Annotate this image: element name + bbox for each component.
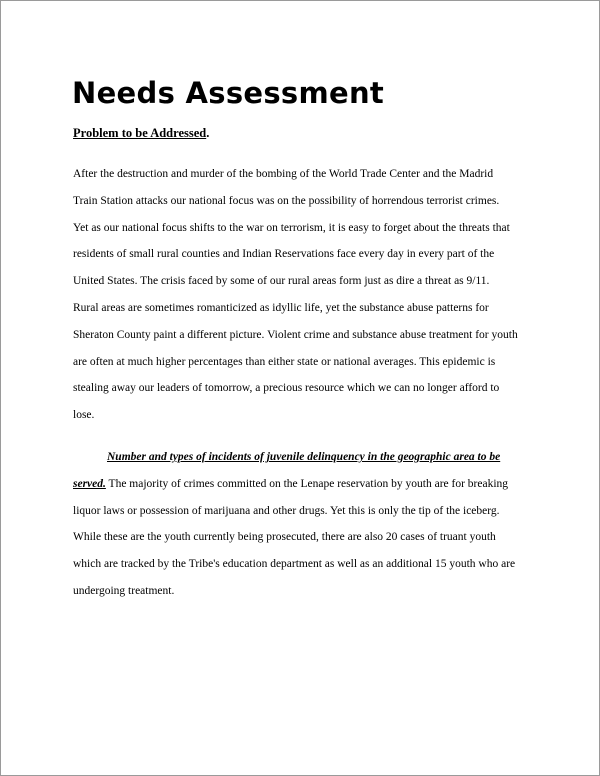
subheading-text: Number and types of incidents of juvenile delinquency in the geographic area to be <box>107 451 501 463</box>
section-label-text: Problem to be Addressed <box>73 126 207 140</box>
paragraph-line: undergoing treatment. <box>73 584 175 597</box>
paragraph-line: Train Station attacks our national focus was on the possibility of horrendous terrorist crimes. <box>73 194 500 207</box>
subheading-line <box>73 444 543 471</box>
section-label <box>73 125 209 141</box>
paragraph-line: are often at much higher percentages than either state or national averages. This epidemic is <box>73 355 496 368</box>
paragraph-incidents <box>73 444 543 605</box>
paragraph-line: lose. <box>73 409 95 422</box>
paragraph-line: After the destruction and murder of the bombing of the World Trade Center and the Madrid <box>73 168 494 180</box>
paragraph-line: Sheraton County paint a different picture. Violent crime and substance abuse treatment for youth <box>73 328 518 341</box>
paragraph-line <box>73 471 543 498</box>
paragraph-line: Rural areas are sometimes romanticized as idyllic life, yet the substance abuse patterns for <box>73 301 489 314</box>
paragraph-line-rest: The majority of crimes committed on the Lenape reservation by youth are for breaking <box>105 477 509 490</box>
paragraph-line: which are tracked by the Tribe's education department as well as an additional 15 youth who are <box>73 558 516 571</box>
subheading-text-end: served. <box>73 477 106 490</box>
section-label-period: . <box>206 126 210 140</box>
page-title: Needs Assessment <box>72 76 385 110</box>
paragraph-line: Yet as our national focus shifts to the war on terrorism, it is easy to forget about the threats that <box>73 221 510 234</box>
paragraph-problem <box>73 161 543 429</box>
paragraph-line: residents of small rural counties and Indian Reservations face every day in every part of the <box>73 248 495 261</box>
paragraph-line: stealing away our leaders of tomorrow, a precious resource which we can no longer afford to <box>73 382 500 395</box>
paragraph-line: United States. The crisis faced by some of our rural areas form just as dire a threat as 9/11. <box>73 275 490 288</box>
paragraph-line: liquor laws or possession of marijuana and other drugs. Yet this is only the tip of the iceberg. <box>73 504 500 517</box>
paragraph-line: While these are the youth currently being prosecuted, there are also 20 cases of truant youth <box>73 531 496 544</box>
